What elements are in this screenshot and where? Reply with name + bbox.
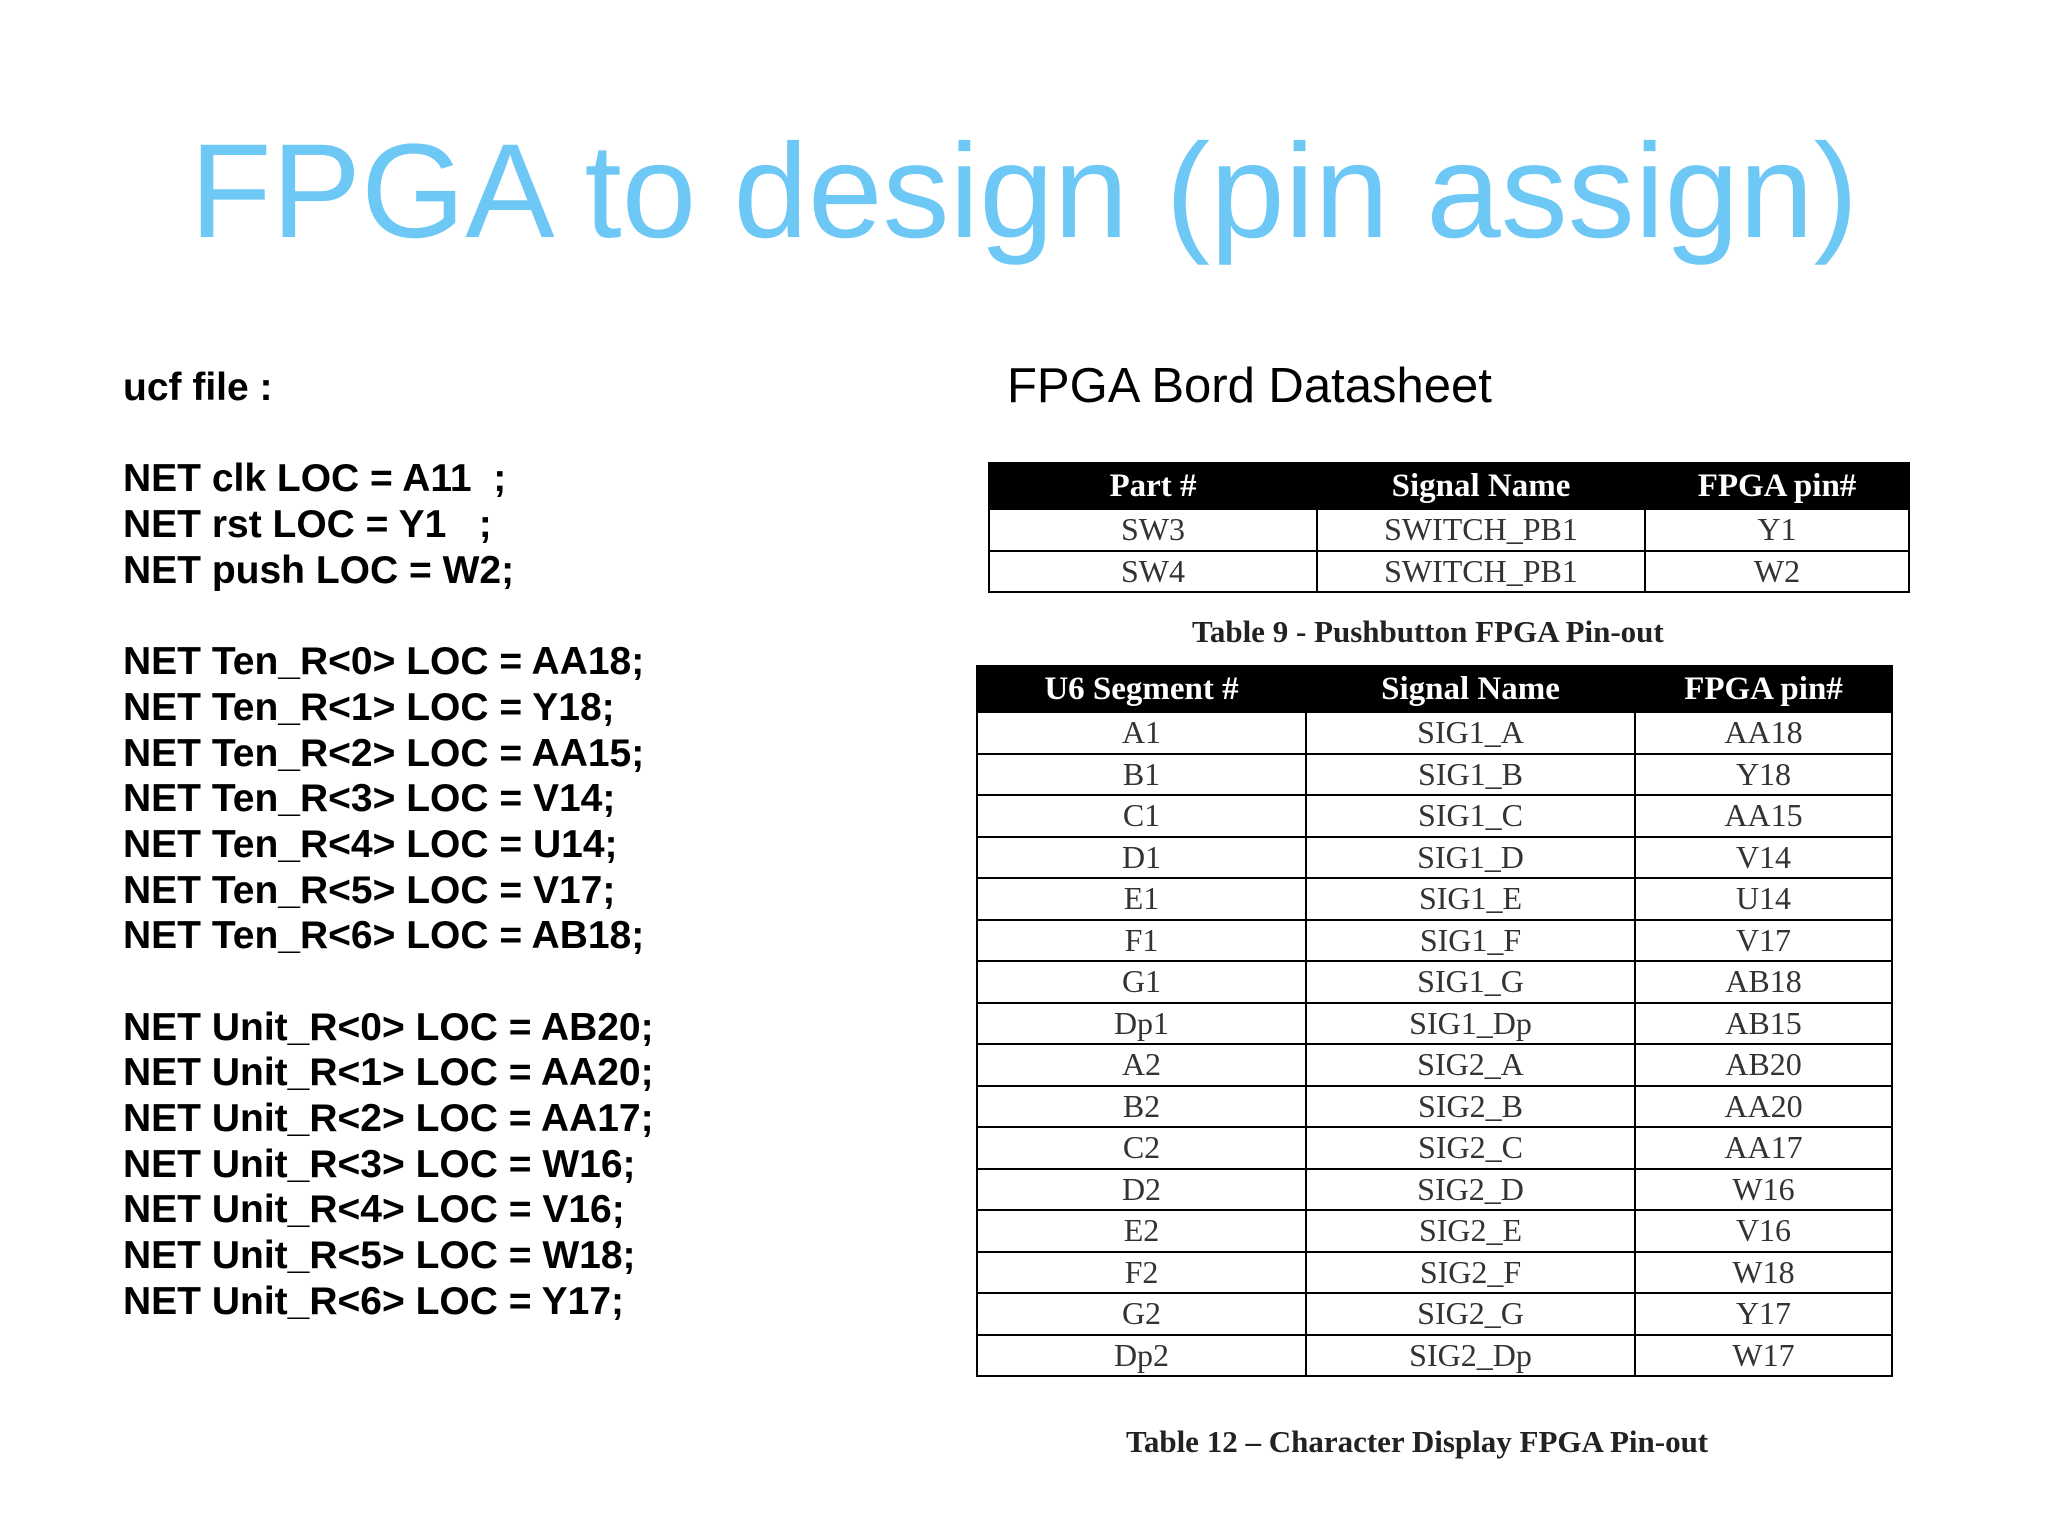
- ucf-line: NET Ten_R<1> LOC = Y18;: [123, 685, 615, 729]
- table-cell: AB18: [1635, 961, 1892, 1003]
- table-row: [977, 1086, 1892, 1128]
- ucf-line: NET Unit_R<6> LOC = Y17;: [123, 1279, 625, 1323]
- ucf-line: NET Unit_R<4> LOC = V16;: [123, 1188, 625, 1232]
- ucf-line: NET rst LOC = Y1 ;: [123, 503, 492, 547]
- table-9-caption: Table 9 - Pushbutton FPGA Pin-out: [1192, 614, 1664, 649]
- table-cell: B2: [977, 1086, 1306, 1128]
- ucf-line: NET Ten_R<5> LOC = V17;: [123, 868, 616, 912]
- table-row: [989, 509, 1909, 551]
- table-cell: D2: [977, 1169, 1306, 1211]
- ucf-line: NET push LOC = W2;: [123, 548, 515, 592]
- ucf-line: NET Ten_R<3> LOC = V14;: [123, 777, 616, 821]
- table-row: [977, 795, 1892, 837]
- table-row: [977, 878, 1892, 920]
- column-header: FPGA pin#: [1635, 666, 1892, 712]
- table-cell: AA20: [1635, 1086, 1892, 1128]
- table-cell: SIG1_B: [1306, 754, 1635, 796]
- table-cell: AB15: [1635, 1003, 1892, 1045]
- table-cell: SIG2_A: [1306, 1044, 1635, 1086]
- datasheet-title: FPGA Bord Datasheet: [1007, 359, 1492, 413]
- table-cell: Y1: [1645, 509, 1909, 551]
- table-row: [977, 837, 1892, 879]
- ucf-line: NET Ten_R<2> LOC = AA15;: [123, 731, 645, 775]
- column-header: Part #: [989, 463, 1317, 509]
- table-header-row: [977, 666, 1892, 712]
- table-cell: AA18: [1635, 712, 1892, 754]
- table-cell: G1: [977, 961, 1306, 1003]
- table-cell: SIG2_B: [1306, 1086, 1635, 1128]
- ucf-heading: ucf file :: [123, 366, 273, 409]
- slide-title: FPGA to design (pin assign): [189, 117, 1859, 266]
- table-cell: B1: [977, 754, 1306, 796]
- ucf-group-ten: [123, 639, 654, 959]
- pushbutton-pinout-table: [988, 462, 1910, 593]
- table-cell: D1: [977, 837, 1306, 879]
- table-cell: U14: [1635, 878, 1892, 920]
- table-cell: Y18: [1635, 754, 1892, 796]
- character-display-pinout-table: [976, 665, 1893, 1377]
- table-cell: SIG1_D: [1306, 837, 1635, 879]
- table-cell: SW3: [989, 509, 1317, 551]
- table-cell: SWITCH_PB1: [1317, 551, 1645, 593]
- table-cell: SIG2_Dp: [1306, 1335, 1635, 1377]
- table-cell: V16: [1635, 1210, 1892, 1252]
- table-cell: SIG2_D: [1306, 1169, 1635, 1211]
- table-cell: SIG2_G: [1306, 1293, 1635, 1335]
- table-cell: C2: [977, 1127, 1306, 1169]
- ucf-line: NET Unit_R<0> LOC = AB20;: [123, 1005, 654, 1049]
- table-row: [977, 1252, 1892, 1294]
- table-cell: E2: [977, 1210, 1306, 1252]
- table-row: [977, 1210, 1892, 1252]
- table-row: [977, 1127, 1892, 1169]
- column-header: U6 Segment #: [977, 666, 1306, 712]
- table-cell: E1: [977, 878, 1306, 920]
- ucf-line: NET Ten_R<0> LOC = AA18;: [123, 640, 645, 684]
- table-cell: AA17: [1635, 1127, 1892, 1169]
- table-cell: SIG1_Dp: [1306, 1003, 1635, 1045]
- table-cell: V14: [1635, 837, 1892, 879]
- ucf-line: NET Unit_R<2> LOC = AA17;: [123, 1097, 654, 1140]
- table-cell: Dp1: [977, 1003, 1306, 1045]
- table-cell: SIG2_E: [1306, 1210, 1635, 1252]
- table-row: [977, 1335, 1892, 1377]
- table-cell: C1: [977, 795, 1306, 837]
- ucf-group-unit: [123, 1005, 654, 1325]
- ucf-listing: [123, 365, 654, 1324]
- table-12-caption: Table 12 – Character Display FPGA Pin-out: [1126, 1424, 1709, 1459]
- column-header: FPGA pin#: [1645, 463, 1909, 509]
- table-row: [977, 1003, 1892, 1045]
- ucf-line: NET Ten_R<6> LOC = AB18;: [123, 914, 645, 958]
- table-header-row: [989, 463, 1909, 509]
- table-cell: F1: [977, 920, 1306, 962]
- table-row: [977, 712, 1892, 754]
- table-row: [977, 961, 1892, 1003]
- table-row: [977, 1044, 1892, 1086]
- table-cell: W18: [1635, 1252, 1892, 1294]
- ucf-line: NET clk LOC = A11 ;: [123, 457, 507, 501]
- table-cell: SIG1_G: [1306, 961, 1635, 1003]
- table-cell: W2: [1645, 551, 1909, 593]
- table-cell: AB20: [1635, 1044, 1892, 1086]
- table-cell: SIG1_F: [1306, 920, 1635, 962]
- table-row: [989, 551, 1909, 593]
- table-cell: SIG1_A: [1306, 712, 1635, 754]
- table-row: [977, 1293, 1892, 1335]
- table-cell: Y17: [1635, 1293, 1892, 1335]
- table-cell: F2: [977, 1252, 1306, 1294]
- table-cell: SIG1_C: [1306, 795, 1635, 837]
- table-cell: SWITCH_PB1: [1317, 509, 1645, 551]
- ucf-group-control: [123, 456, 654, 593]
- table-cell: AA15: [1635, 795, 1892, 837]
- column-header: Signal Name: [1306, 666, 1635, 712]
- ucf-line: NET Unit_R<5> LOC = W18;: [123, 1234, 636, 1278]
- table-cell: W16: [1635, 1169, 1892, 1211]
- table-row: [977, 1169, 1892, 1211]
- ucf-line: NET Ten_R<4> LOC = U14;: [123, 822, 618, 866]
- table-cell: Dp2: [977, 1335, 1306, 1377]
- ucf-line: NET Unit_R<1> LOC = AA20;: [123, 1051, 654, 1095]
- table-cell: SIG2_C: [1306, 1127, 1635, 1169]
- table-row: [977, 754, 1892, 796]
- table-cell: V17: [1635, 920, 1892, 962]
- table-cell: SW4: [989, 551, 1317, 593]
- table-cell: W17: [1635, 1335, 1892, 1377]
- table-cell: A1: [977, 712, 1306, 754]
- table-cell: SIG1_E: [1306, 878, 1635, 920]
- ucf-line: NET Unit_R<3> LOC = W16;: [123, 1142, 636, 1186]
- table-row: [977, 920, 1892, 962]
- column-header: Signal Name: [1317, 463, 1645, 509]
- table-cell: SIG2_F: [1306, 1252, 1635, 1294]
- table-cell: G2: [977, 1293, 1306, 1335]
- table-cell: A2: [977, 1044, 1306, 1086]
